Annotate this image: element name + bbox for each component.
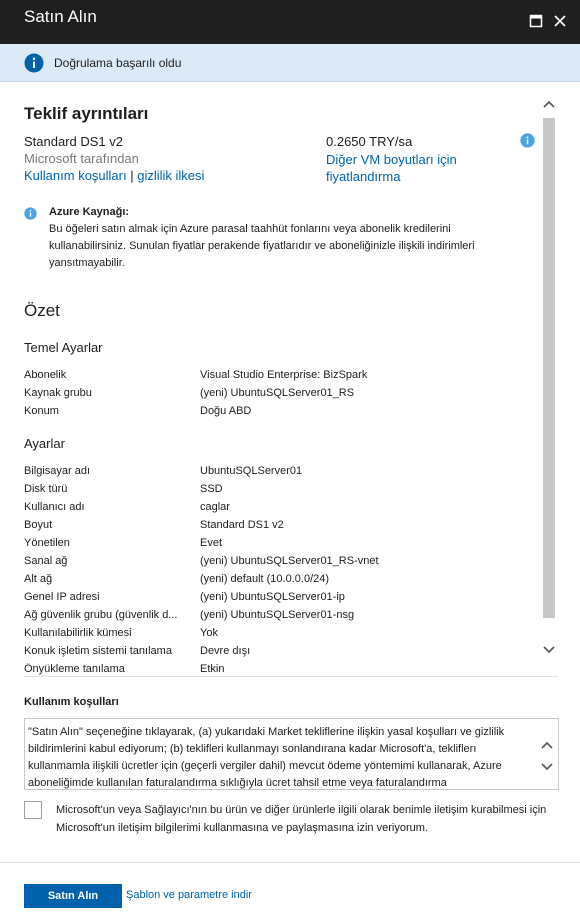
summary-row — [24, 573, 524, 591]
banner-text: Doğrulama başarılı oldu — [54, 56, 182, 70]
summary-row — [24, 501, 524, 519]
offer-publisher: Microsoft tarafından — [24, 151, 139, 166]
summary-row — [24, 465, 524, 483]
terms-text: "Satın Alın" seçeneğine tıklayarak, (a) yukarıdaki Market tekliflerine ilişkin yasal koşulları ve gizlilik bildirimlerini kabul ediyorum; (b) teklifleri kullanmayı sonlandırana kadar Microsoft'a, tekliflerı kullanmamla ilişkili ücretler için (geçerli vergiler dahil) mevcut ödeme yöntemimi kullanarak, Azure aboneliğimde kullanılan faturalandırma sıklığıyla ücret tahsil etme veya faturalandırma — [28, 726, 505, 789]
summary-row — [24, 369, 524, 387]
summary-row — [24, 483, 524, 501]
row-key: Konum — [24, 405, 59, 417]
privacy-policy-link[interactable]: gizlilik ilkesi — [137, 168, 205, 183]
window-title: Satın Alın — [24, 7, 97, 26]
close-icon[interactable] — [553, 14, 567, 28]
maximize-icon[interactable] — [529, 14, 543, 28]
row-value: Etkin — [200, 663, 225, 675]
settings-section-title: Ayarlar — [24, 436, 65, 451]
row-key: Abonelik — [24, 369, 67, 381]
row-value: (yeni) UbuntuSQLServer01-ip — [200, 591, 345, 603]
summary-row — [24, 519, 524, 537]
row-value: caglar — [200, 501, 230, 513]
summary-heading: Özet — [24, 301, 60, 320]
info-icon — [24, 53, 44, 78]
terms-of-use-link[interactable]: Kullanım koşulları — [24, 168, 127, 183]
azure-note-heading: Azure Kaynağı: — [49, 206, 130, 218]
chevron-down-icon[interactable] — [543, 642, 555, 660]
basics-section-title: Temel Ayarlar — [24, 340, 103, 355]
divider — [24, 676, 558, 677]
scrollbar-thumb[interactable] — [543, 118, 555, 618]
row-value: (yeni) UbuntuSQLServer01_RS — [200, 387, 355, 399]
other-vm-pricing-link[interactable]: Diğer VM boyutları için fiyatlandırma — [326, 152, 457, 184]
summary-row — [24, 591, 524, 609]
offer-links — [24, 168, 204, 183]
summary-row — [24, 387, 524, 405]
info-icon — [24, 207, 37, 225]
terms-textbox[interactable] — [24, 718, 559, 790]
offer-details-heading: Teklif ayrıntıları — [24, 104, 149, 123]
row-key: Genel IP adresi — [24, 591, 100, 603]
row-key: Kullanıcı adı — [24, 501, 85, 513]
offer-name: Standard DS1 v2 — [24, 134, 124, 149]
row-key: Yönetilen — [24, 537, 70, 549]
chevron-up-icon[interactable] — [541, 737, 553, 755]
row-key: Alt ağ — [24, 573, 53, 585]
row-key: Kullanılabilirlik kümesi — [24, 627, 132, 639]
row-value: SSD — [200, 483, 223, 495]
row-key: Ağ güvenlik grubu (güvenlik d... — [24, 609, 178, 621]
price-info-icon[interactable] — [520, 133, 535, 153]
summary-row — [24, 645, 524, 663]
row-value: (yeni) default (10.0.0.0/24) — [200, 573, 330, 585]
summary-row — [24, 609, 524, 627]
chevron-up-icon[interactable] — [543, 96, 555, 114]
summary-row — [24, 627, 524, 645]
row-key: Sanal ağ — [24, 555, 68, 567]
row-value: Devre dışı — [200, 645, 251, 657]
row-value: (yeni) UbuntuSQLServer01-nsg — [200, 609, 355, 621]
summary-row — [24, 555, 524, 573]
row-value: Yok — [200, 627, 218, 639]
row-key: Boyut — [24, 519, 53, 531]
summary-scrollbar[interactable] — [540, 92, 558, 660]
row-key: Disk türü — [24, 483, 68, 495]
row-key: Konuk işletim sistemi tanılama — [24, 645, 172, 657]
row-value: UbuntuSQLServer01 — [200, 465, 303, 477]
row-key: Önyükleme tanılama — [24, 663, 125, 675]
buy-button[interactable]: Satın Alın — [24, 884, 122, 908]
azure-note-body: Bu öğeleri satın almak için Azure parasal taahhüt fonlarını veya abonelik kredilerini kullanabilirsiniz. Sunulan fiyatlar perakende fiyatlarıdır ve aboneliğinizle ilişkili indirimleri yansıtmayabilir. — [49, 223, 475, 269]
divider — [0, 862, 580, 863]
row-key: Kaynak grubu — [24, 387, 92, 399]
row-value: (yeni) UbuntuSQLServer01_RS-vnet — [200, 555, 379, 567]
offer-price: 0.2650 TRY/sa — [326, 134, 413, 149]
row-value: Visual Studio Enterprise: BizSpark — [200, 369, 368, 381]
summary-row — [24, 537, 524, 555]
title-bar — [0, 0, 580, 44]
terms-heading: Kullanım koşulları — [24, 696, 119, 708]
summary-scroll-area[interactable] — [0, 82, 540, 676]
link-separator: | — [130, 168, 134, 183]
summary-row — [24, 405, 524, 423]
row-value: Standard DS1 v2 — [200, 519, 284, 531]
validation-banner — [0, 44, 580, 82]
consent-checkbox[interactable] — [24, 801, 42, 819]
row-key: Bilgisayar adı — [24, 465, 91, 477]
row-value: Evet — [200, 537, 223, 549]
row-value: Doğu ABD — [200, 405, 252, 417]
download-template-link[interactable]: Şablon ve parametre indir — [126, 889, 252, 901]
consent-text: Microsoft'un veya Sağlayıcı'nın bu ürün ve diğer ürünlerle ilgili olarak benimle iletişim kurabilmesi için Microsoft'un iletişim bilgilerimi kullanmasına ve paylaşmasına izin veriyorum. — [56, 804, 547, 834]
chevron-down-icon[interactable] — [541, 759, 553, 777]
summary-row — [24, 663, 524, 676]
